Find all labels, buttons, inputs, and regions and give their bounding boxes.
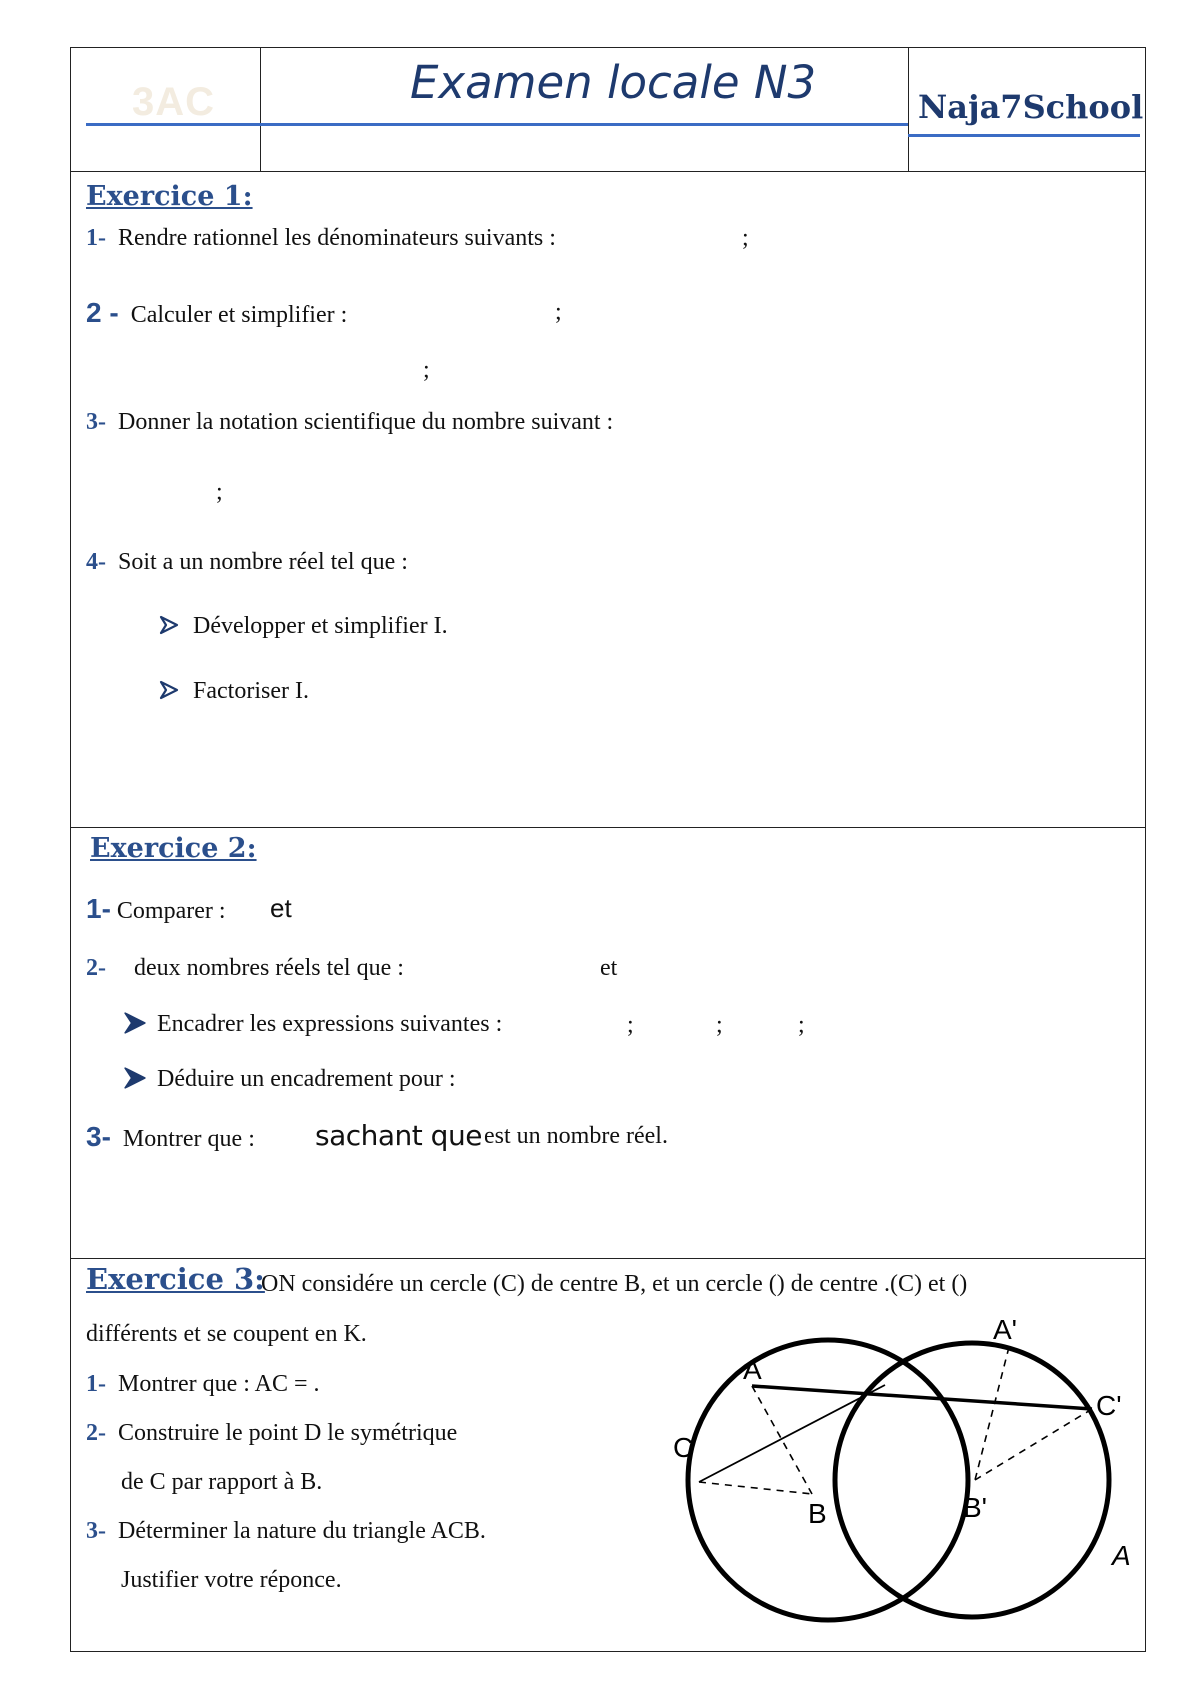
item-number: 2- [86, 955, 106, 981]
exercise2-bullet-1: Encadrer les expressions suivantes : [157, 1011, 503, 1037]
exercise2-item-1-et: et [270, 893, 292, 923]
exercise3-item-2-cont: de C par rapport à B. [121, 1469, 323, 1495]
item-number: 3- [86, 1518, 106, 1544]
header-bottom-rule [70, 171, 1146, 172]
item-text: Donner la notation scientifique du nombre suivant : [118, 409, 614, 435]
exercise1-bottom-rule [70, 827, 1146, 828]
item-text: deux nombres réels tel que : [134, 955, 404, 981]
item-number: 4- [86, 549, 106, 575]
exercise1-item-1 [86, 224, 556, 253]
exercise2-item-1 [86, 892, 226, 926]
exercise2-bullet-2: Déduire un encadrement pour : [157, 1066, 456, 1092]
item-text: Calculer et simplifier : [130, 302, 348, 328]
exercise1-bullet-1: Développer et simplifier I. [193, 613, 448, 639]
point-label-b: B [808, 1498, 827, 1529]
item-number: 1- [86, 1371, 106, 1397]
exercise2-item-3 [86, 1120, 255, 1154]
exercise2-item-3-end: est un nombre réel. [484, 1123, 668, 1149]
separator: ; [216, 479, 223, 505]
bullet-arrow-icon [123, 1066, 147, 1090]
exercise1-item-2 [86, 296, 347, 330]
dashed-c-prime-b-prime [975, 1409, 1092, 1480]
point-label-c-prime: C' [1096, 1390, 1122, 1421]
circles-figure [640, 1300, 1140, 1630]
item-number: 2 - [86, 297, 119, 328]
exercise2-bottom-rule [70, 1258, 1146, 1259]
item-text: Comparer : [116, 898, 226, 924]
point-label-b-prime: B' [963, 1492, 988, 1523]
item-text: Construire le point D le symétrique [118, 1420, 458, 1446]
point-label-a: A [743, 1354, 762, 1385]
exercise1-item-3 [86, 408, 613, 437]
dashed-a-b [752, 1386, 812, 1494]
header-divider-right [908, 47, 909, 171]
item-number: 1- [86, 893, 111, 924]
bullet-arrow-icon [158, 679, 180, 701]
exercise1-bullet-2: Factoriser I. [193, 678, 309, 704]
item-number: 3- [86, 409, 106, 435]
line-c-k [699, 1385, 885, 1482]
exercise2-heading: Exercice 2: [90, 833, 257, 864]
exercise1-heading: Exercice 1: [86, 181, 253, 212]
bullet-arrow-icon [158, 614, 180, 636]
brand-name: Naja7School [918, 88, 1144, 126]
exercise3-item-1 [86, 1370, 320, 1399]
circle-c-prime [835, 1343, 1109, 1617]
item-text: Déterminer la nature du triangle ACB. [118, 1518, 486, 1544]
figure-corner-label: A [1112, 1540, 1131, 1571]
level-watermark: 3AC [132, 80, 216, 124]
exercise3-item-3 [86, 1517, 486, 1546]
item-text: Rendre rationnel les dénominateurs suivants : [118, 225, 556, 251]
dashed-a-prime-b-prime [975, 1347, 1009, 1480]
circle-c [688, 1340, 968, 1620]
dashed-c-b [699, 1482, 812, 1494]
separator: ; [798, 1012, 805, 1038]
exercise3-item-2 [86, 1419, 457, 1448]
separator: ; [627, 1012, 634, 1038]
exercise3-item-3-cont: Justifier votre réponce. [121, 1567, 342, 1593]
exercise3-heading: Exercice 3: [86, 1262, 265, 1296]
separator: ; [555, 299, 562, 325]
header-divider-left [260, 47, 261, 171]
bullet-arrow-icon [123, 1011, 147, 1035]
line-a-c-prime [752, 1386, 1092, 1409]
exercise2-item-2-et: et [600, 955, 618, 981]
item-number: 3- [86, 1121, 111, 1152]
point-label-a-prime: A' [993, 1314, 1018, 1345]
brand-underline [908, 134, 1140, 137]
item-text: Montrer que : AC = . [118, 1371, 320, 1397]
point-label-c: C [673, 1432, 694, 1463]
exercise3-intro: ON considére un cercle (C) de centre B, et un cercle () de centre .(C) et () [261, 1271, 968, 1297]
exercise3-intro-line2: différents et se coupent en K. [86, 1321, 367, 1347]
item-number: 2- [86, 1420, 106, 1446]
item-text: Montrer que : [122, 1126, 255, 1152]
separator: ; [742, 225, 749, 251]
exercise2-item-2 [86, 954, 404, 983]
exercise1-item-4 [86, 548, 408, 577]
exercise2-item-3-mid: sachant que [315, 1119, 482, 1152]
item-text: Soit a un nombre réel tel que : [118, 549, 408, 575]
item-number: 1- [86, 225, 106, 251]
page-title: Examen locale N3 [410, 56, 817, 109]
separator: ; [423, 357, 430, 383]
separator: ; [716, 1012, 723, 1038]
